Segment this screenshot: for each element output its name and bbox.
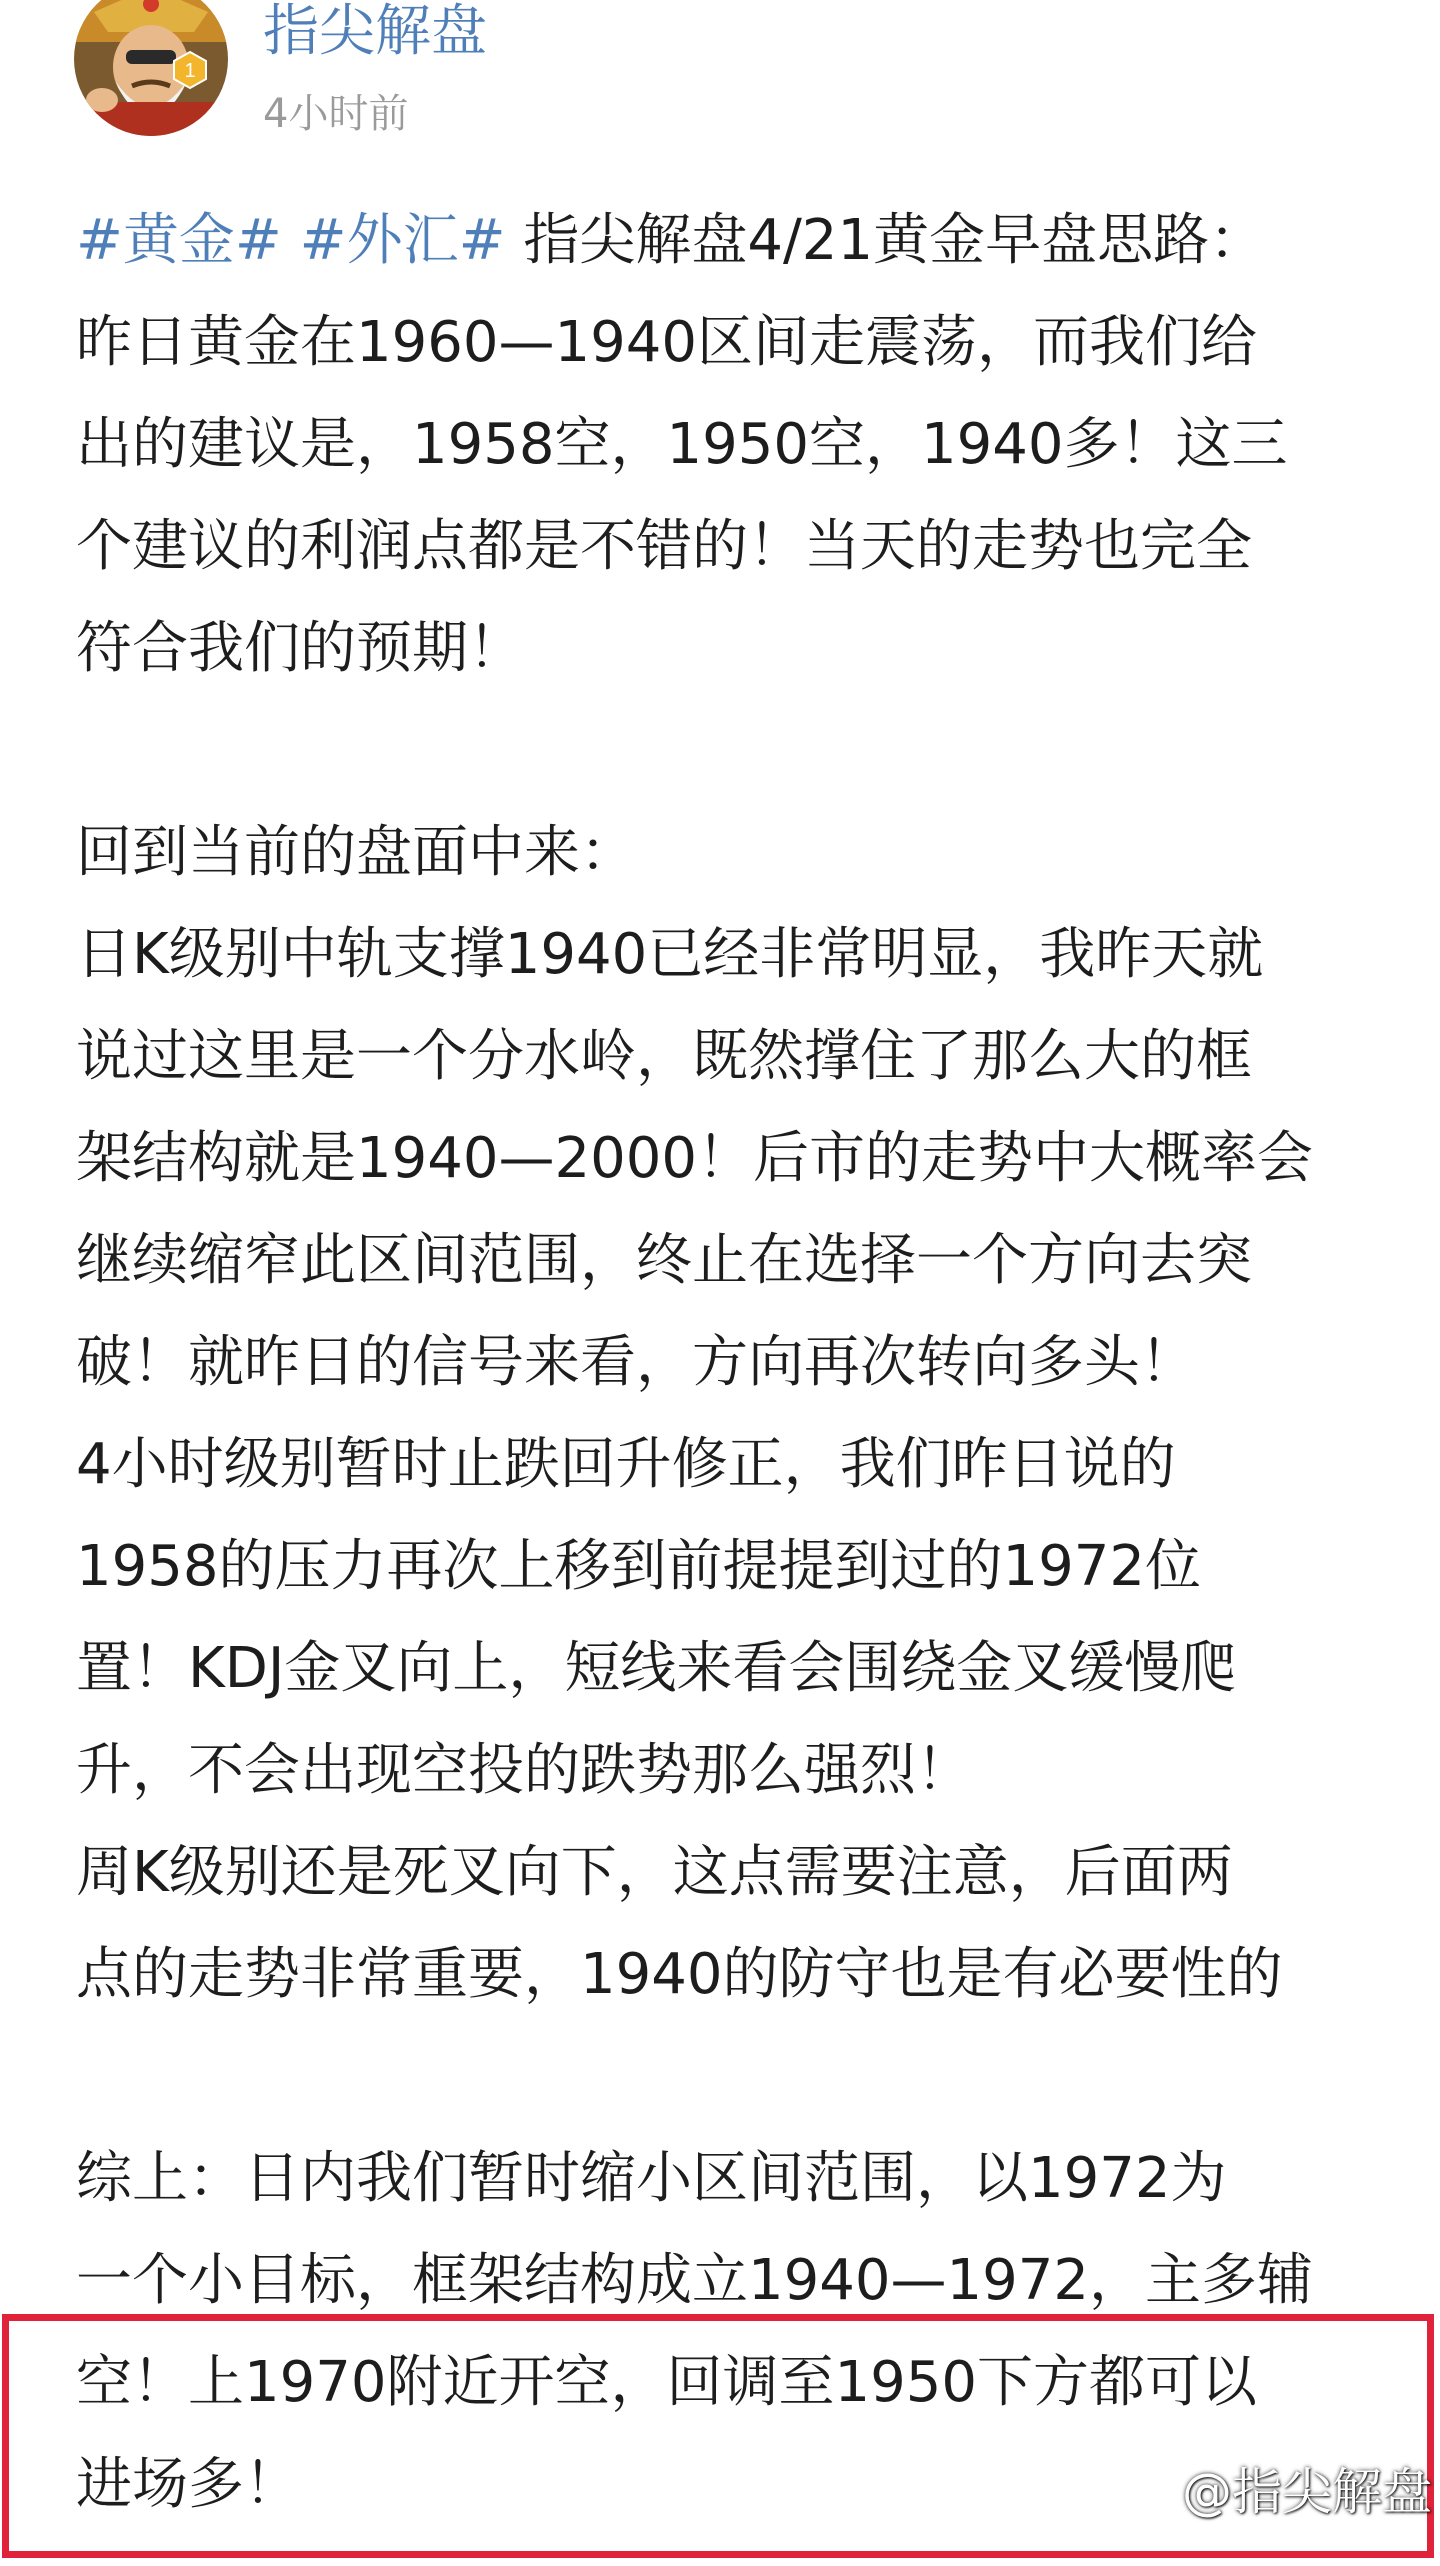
level-badge-icon	[170, 50, 210, 90]
post-text-line: 破！就昨日的信号来看，方向再次转向多头！	[76, 1330, 1196, 1395]
post-text-line: 日K级别中轨支撑1940已经非常明显，我昨天就	[76, 922, 1264, 987]
post-text-line: 回到当前的盘面中来：	[76, 820, 636, 885]
hashtag-gold[interactable]: #黄金#	[76, 208, 282, 273]
post-body	[76, 190, 1376, 2536]
post-title-line	[76, 190, 1376, 292]
paragraph-gap	[76, 700, 1376, 802]
author-avatar[interactable]	[74, 0, 228, 136]
author-watermark: @指尖解盘	[1182, 2463, 1432, 2521]
post-text-line: 升，不会出现空投的跌势那么强烈！	[76, 1738, 972, 1803]
paragraph-gap	[76, 2026, 1376, 2128]
hashtag-forex[interactable]: #外汇#	[299, 208, 506, 273]
author-name[interactable]: 指尖解盘	[263, 0, 487, 64]
post-text-line: 出的建议是，1958空，1950空，1940多！这三	[76, 412, 1288, 477]
post-text-line: 符合我们的预期！	[76, 616, 524, 681]
post-text	[76, 292, 1376, 2536]
post-text-line: 空！上1970附近开空，回调至1950下方都可以	[76, 2350, 1258, 2415]
post-text-line: 周K级别还是死叉向下，这点需要注意，后面两	[76, 1840, 1233, 1905]
post-header	[0, 0, 1440, 150]
post-text-line: 进场多！	[76, 2452, 300, 2517]
post-text-line: 说过这里是一个分水岭，既然撑住了那么大的框	[76, 1024, 1252, 1089]
level-badge-text: 1	[184, 60, 196, 82]
post-text-line: 架结构就是1940—2000！后市的走势中大概率会	[76, 1126, 1314, 1191]
post-timestamp: 4小时前	[263, 91, 409, 137]
post-title: 指尖解盘4/21黄金早盘思路：	[523, 208, 1266, 273]
post-text-line: 置！KDJ金叉向上，短线来看会围绕金叉缓慢爬	[76, 1636, 1237, 1701]
post-text-line: 1958的压力再次上移到前提提到过的1972位	[76, 1534, 1202, 1599]
post-text-line: 综上：日内我们暂时缩小区间范围，以1972为	[76, 2146, 1227, 2211]
post-text-line: 点的走势非常重要，1940的防守也是有必要性的	[76, 1942, 1283, 2007]
post-text-line: 继续缩窄此区间范围，终止在选择一个方向去突	[76, 1228, 1252, 1293]
post-text-line: 昨日黄金在1960—1940区间走震荡，而我们给	[76, 310, 1258, 375]
post-text-line: 一个小目标，框架结构成立1940—1972，主多辅	[76, 2248, 1314, 2313]
post-text-line: 个建议的利润点都是不错的！当天的走势也完全	[76, 514, 1252, 579]
post-text-line: 4小时级别暂时止跌回升修正，我们昨日说的	[76, 1432, 1176, 1497]
